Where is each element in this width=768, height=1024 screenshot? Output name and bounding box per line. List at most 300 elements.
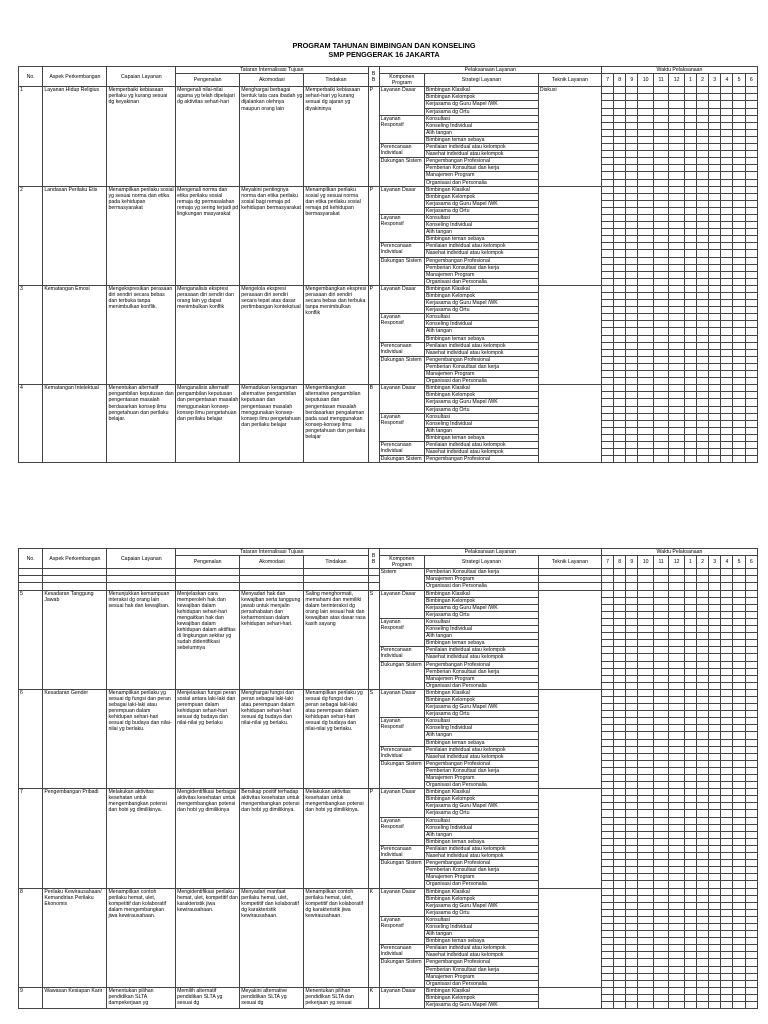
schedule-cell bbox=[684, 668, 696, 675]
schedule-cell bbox=[684, 427, 696, 434]
strategi-cell: Bimbingan Klasikal bbox=[424, 987, 538, 994]
aspek-cell: Pengembangan Pribadi bbox=[43, 789, 107, 888]
pengenalan-cell: Menjelaskan cara memperoleh hak dan kewajiban dalam kehidupan sehari-hari mengaitkan hak dan kewajiban dalam kehidupan dalam aktifitas di lingkungan sekitar yg sudah didentifikasi sebelumnya bbox=[176, 590, 240, 689]
schedule-cell bbox=[697, 838, 709, 845]
schedule-cell bbox=[614, 101, 626, 108]
schedule-cell bbox=[638, 810, 653, 817]
strategi-cell: Nasehat individual atau kelompok bbox=[424, 753, 538, 760]
schedule-cell bbox=[601, 647, 613, 654]
schedule-cell bbox=[626, 952, 638, 959]
schedule-cell bbox=[669, 746, 684, 753]
schedule-cell bbox=[601, 207, 613, 214]
header-row-top bbox=[19, 67, 758, 74]
schedule-cell bbox=[653, 704, 668, 711]
schedule-cell bbox=[653, 902, 668, 909]
schedule-cell bbox=[697, 229, 709, 236]
schedule-cell bbox=[638, 909, 653, 916]
schedule-cell bbox=[684, 626, 696, 633]
schedule-cell bbox=[626, 987, 638, 994]
schedule-cell bbox=[638, 945, 653, 952]
schedule-cell bbox=[653, 739, 668, 746]
schedule-cell bbox=[638, 626, 653, 633]
schedule-cell bbox=[684, 931, 696, 938]
komponen-cell: Layanan Dasar bbox=[379, 87, 424, 115]
teknik-cell bbox=[538, 987, 601, 1008]
schedule-cell bbox=[709, 449, 721, 456]
col-strategi-header: Strategi Layanan bbox=[424, 74, 538, 87]
schedule-cell bbox=[626, 392, 638, 399]
schedule-cell bbox=[601, 909, 613, 916]
schedule-cell bbox=[626, 817, 638, 824]
komponen-cell: Perencanaan Individual bbox=[379, 647, 424, 661]
schedule-cell bbox=[709, 420, 721, 427]
pengenalan-cell: Menganalisis alternatif pengambilan keputusan dan pengentasan masalah menggunakan konsep-konsep ilmu pengetahuan dan perilaku belajar bbox=[176, 385, 240, 463]
schedule-cell bbox=[614, 753, 626, 760]
schedule-cell bbox=[626, 441, 638, 448]
schedule-cell bbox=[721, 136, 733, 143]
schedule-cell bbox=[614, 853, 626, 860]
strategi-cell: Manajemen Program bbox=[424, 271, 538, 278]
schedule-cell bbox=[745, 718, 757, 725]
schedule-cell bbox=[614, 604, 626, 611]
schedule-cell bbox=[614, 945, 626, 952]
schedule-cell bbox=[626, 682, 638, 689]
month-header: 2 bbox=[697, 556, 709, 569]
schedule-cell bbox=[684, 640, 696, 647]
schedule-cell bbox=[614, 363, 626, 370]
schedule-cell bbox=[669, 243, 684, 250]
schedule-cell bbox=[709, 675, 721, 682]
schedule-cell bbox=[709, 803, 721, 810]
schedule-cell bbox=[626, 760, 638, 767]
schedule-cell bbox=[745, 874, 757, 881]
schedule-cell bbox=[601, 186, 613, 193]
schedule-cell bbox=[697, 704, 709, 711]
schedule-cell bbox=[709, 300, 721, 307]
schedule-cell bbox=[669, 838, 684, 845]
schedule-cell bbox=[733, 760, 745, 767]
schedule-cell bbox=[697, 938, 709, 945]
schedule-cell bbox=[745, 441, 757, 448]
schedule-cell bbox=[669, 994, 684, 1001]
schedule-cell bbox=[626, 378, 638, 385]
schedule-cell bbox=[709, 392, 721, 399]
bb-cell: K bbox=[368, 987, 379, 1008]
schedule-cell bbox=[638, 696, 653, 703]
schedule-cell bbox=[745, 200, 757, 207]
schedule-cell bbox=[709, 640, 721, 647]
schedule-cell bbox=[697, 782, 709, 789]
schedule-cell bbox=[684, 264, 696, 271]
schedule-cell bbox=[653, 675, 668, 682]
schedule-cell bbox=[733, 257, 745, 264]
schedule-cell bbox=[697, 675, 709, 682]
schedule-cell bbox=[684, 214, 696, 221]
schedule-cell bbox=[626, 654, 638, 661]
schedule-cell bbox=[733, 1002, 745, 1009]
schedule-cell bbox=[733, 136, 745, 143]
schedule-cell bbox=[626, 151, 638, 158]
schedule-cell bbox=[745, 973, 757, 980]
komponen-cell: Dukungan Sistem bbox=[379, 860, 424, 888]
schedule-cell bbox=[638, 392, 653, 399]
schedule-cell bbox=[697, 626, 709, 633]
schedule-cell bbox=[614, 725, 626, 732]
schedule-cell bbox=[697, 945, 709, 952]
empty-cell bbox=[19, 583, 43, 590]
schedule-cell bbox=[653, 938, 668, 945]
schedule-cell bbox=[614, 696, 626, 703]
strategi-cell: Kerjasama dg Ortu bbox=[424, 207, 538, 214]
schedule-cell bbox=[709, 753, 721, 760]
empty-cell bbox=[19, 576, 43, 583]
schedule-cell bbox=[697, 434, 709, 441]
month-header: 7 bbox=[601, 556, 613, 569]
schedule-cell bbox=[733, 449, 745, 456]
aspek-cell: Landasan Perilaku Etis bbox=[43, 186, 107, 285]
akomodasi-cell: Menghargai fungsi dan peran sebagai laki-laki atau perempuan dalam kehidupan sehari-hari sesuai dg budaya dan nilai-nilai yg berlaku. bbox=[240, 689, 304, 788]
schedule-cell bbox=[601, 349, 613, 356]
schedule-cell bbox=[626, 860, 638, 867]
strategi-cell: Organisasi dan Personalia bbox=[424, 881, 538, 888]
schedule-cell bbox=[745, 633, 757, 640]
komponen-cell: Perencanaan Individual bbox=[379, 845, 424, 859]
schedule-cell bbox=[669, 569, 684, 576]
schedule-cell bbox=[733, 853, 745, 860]
teknik-cell bbox=[538, 590, 601, 689]
pengenalan-cell: Menjelaskan fungsi peran sosial antara laki-laki dan perempuan dalam kehidupan sehari-hari sesuai dg budaya dan nilai-nilai yg berlaku bbox=[176, 689, 240, 788]
schedule-cell bbox=[684, 675, 696, 682]
row-number: 4 bbox=[19, 385, 43, 463]
schedule-cell bbox=[626, 923, 638, 930]
schedule-cell bbox=[653, 640, 668, 647]
schedule-cell bbox=[669, 718, 684, 725]
schedule-cell bbox=[638, 243, 653, 250]
schedule-cell bbox=[669, 987, 684, 994]
schedule-cell bbox=[684, 278, 696, 285]
strategi-cell: Nasehat individual atau kelompok bbox=[424, 151, 538, 158]
schedule-cell bbox=[601, 824, 613, 831]
schedule-cell bbox=[709, 136, 721, 143]
schedule-cell bbox=[669, 696, 684, 703]
schedule-cell bbox=[709, 604, 721, 611]
schedule-cell bbox=[733, 314, 745, 321]
teknik-cell bbox=[538, 569, 601, 576]
schedule-cell bbox=[733, 569, 745, 576]
schedule-cell bbox=[669, 108, 684, 115]
bb-cell: K bbox=[368, 888, 379, 987]
capaian-cell: Melakukan aktivitas kesehatan untuk mengembangkan potensi dan hobi yg dimilikinya. bbox=[107, 789, 176, 888]
schedule-cell bbox=[669, 959, 684, 966]
pengenalan-cell: Mengidentifikasi berbagai aktivitas kesehatan untuk mengembangkan potensi dan hobi yg dimilikinya bbox=[176, 789, 240, 888]
schedule-cell bbox=[721, 611, 733, 618]
schedule-cell bbox=[669, 682, 684, 689]
strategi-cell: Penilaian individual atau kelompok bbox=[424, 243, 538, 250]
akomodasi-cell: Memadukan keragaman alternative pengambilan keputusan dan pengentasan masalah menggunakan konsep-konsep ilmu pengetahuan dan perilaku belajar bbox=[240, 385, 304, 463]
schedule-cell bbox=[697, 909, 709, 916]
schedule-cell bbox=[721, 179, 733, 186]
schedule-cell bbox=[745, 803, 757, 810]
schedule-cell bbox=[745, 923, 757, 930]
schedule-cell bbox=[601, 916, 613, 923]
schedule-cell bbox=[653, 597, 668, 604]
schedule-cell bbox=[601, 236, 613, 243]
schedule-cell bbox=[697, 980, 709, 987]
schedule-cell bbox=[733, 604, 745, 611]
schedule-cell bbox=[626, 938, 638, 945]
schedule-cell bbox=[638, 264, 653, 271]
schedule-cell bbox=[614, 300, 626, 307]
schedule-cell bbox=[745, 243, 757, 250]
schedule-cell bbox=[614, 966, 626, 973]
schedule-cell bbox=[653, 796, 668, 803]
schedule-cell bbox=[684, 293, 696, 300]
schedule-cell bbox=[697, 711, 709, 718]
schedule-cell bbox=[745, 987, 757, 994]
schedule-cell bbox=[684, 193, 696, 200]
schedule-cell bbox=[626, 994, 638, 1001]
schedule-cell bbox=[601, 682, 613, 689]
schedule-cell bbox=[684, 250, 696, 257]
strategi-cell: Nasehat individual atau kelompok bbox=[424, 952, 538, 959]
strategi-cell: Konsultasi bbox=[424, 413, 538, 420]
month-header: 1 bbox=[684, 556, 696, 569]
schedule-cell bbox=[745, 838, 757, 845]
schedule-cell bbox=[653, 271, 668, 278]
schedule-cell bbox=[684, 420, 696, 427]
empty-cell bbox=[176, 576, 240, 583]
schedule-cell bbox=[669, 938, 684, 945]
schedule-cell bbox=[684, 966, 696, 973]
schedule-cell bbox=[745, 945, 757, 952]
schedule-cell bbox=[653, 392, 668, 399]
schedule-cell bbox=[638, 938, 653, 945]
row-number: 1 bbox=[19, 87, 43, 186]
schedule-cell bbox=[684, 378, 696, 385]
schedule-cell bbox=[733, 378, 745, 385]
capaian-cell: Menampilkan contoh perilaku hemat, ulet, kompetitif dan kolaboratif dalam mengembangkan jiwa kewirausahaan. bbox=[107, 888, 176, 987]
schedule-cell bbox=[721, 746, 733, 753]
schedule-cell bbox=[653, 682, 668, 689]
schedule-cell bbox=[721, 186, 733, 193]
schedule-cell bbox=[709, 434, 721, 441]
schedule-cell bbox=[626, 704, 638, 711]
schedule-cell bbox=[721, 583, 733, 590]
schedule-cell bbox=[601, 356, 613, 363]
schedule-cell bbox=[721, 427, 733, 434]
schedule-cell bbox=[697, 682, 709, 689]
schedule-cell bbox=[684, 144, 696, 151]
schedule-cell bbox=[626, 356, 638, 363]
schedule-cell bbox=[614, 916, 626, 923]
schedule-cell bbox=[638, 611, 653, 618]
schedule-cell bbox=[653, 222, 668, 229]
schedule-cell bbox=[709, 250, 721, 257]
schedule-cell bbox=[709, 718, 721, 725]
col-pelaksanaan-header: Pelaksanaan Layanan bbox=[379, 549, 601, 556]
strategi-cell: Konseling Individual bbox=[424, 122, 538, 129]
schedule-cell bbox=[721, 994, 733, 1001]
strategi-cell: Penilaian individual atau kelompok bbox=[424, 945, 538, 952]
schedule-cell bbox=[653, 916, 668, 923]
schedule-cell bbox=[721, 158, 733, 165]
schedule-cell bbox=[614, 902, 626, 909]
schedule-cell bbox=[601, 576, 613, 583]
schedule-cell bbox=[669, 590, 684, 597]
komponen-cell: Layanan Dasar bbox=[379, 987, 424, 1008]
schedule-cell bbox=[669, 129, 684, 136]
schedule-cell bbox=[614, 413, 626, 420]
bb-cell: S bbox=[368, 689, 379, 788]
schedule-cell bbox=[669, 441, 684, 448]
schedule-cell bbox=[669, 888, 684, 895]
schedule-cell bbox=[745, 881, 757, 888]
schedule-cell bbox=[653, 349, 668, 356]
strategi-cell: Bimbingan Kelompok bbox=[424, 796, 538, 803]
empty-cell bbox=[43, 583, 107, 590]
schedule-cell bbox=[733, 696, 745, 703]
schedule-cell bbox=[614, 888, 626, 895]
schedule-cell bbox=[721, 711, 733, 718]
schedule-cell bbox=[638, 973, 653, 980]
strategi-cell: Kerjasama dg Guru Mapel /WK bbox=[424, 803, 538, 810]
schedule-cell bbox=[626, 895, 638, 902]
strategi-cell: Manajemen Program bbox=[424, 973, 538, 980]
schedule-cell bbox=[733, 994, 745, 1001]
schedule-cell bbox=[638, 214, 653, 221]
schedule-cell bbox=[601, 385, 613, 392]
schedule-cell bbox=[669, 796, 684, 803]
schedule-cell bbox=[638, 739, 653, 746]
strategi-cell: Pengembangan Profesional bbox=[424, 661, 538, 668]
pengenalan-cell: Mengidentifikasi perilaku hemat, ulet, kompetitif dan karakteristik jiwa kewirausahaan. bbox=[176, 888, 240, 987]
schedule-cell bbox=[697, 845, 709, 852]
schedule-cell bbox=[721, 725, 733, 732]
schedule-cell bbox=[669, 371, 684, 378]
bb-cell: B bbox=[368, 385, 379, 463]
schedule-cell bbox=[709, 668, 721, 675]
col-komponen-header: Komponen Program bbox=[379, 556, 424, 569]
schedule-cell bbox=[638, 569, 653, 576]
schedule-cell bbox=[709, 661, 721, 668]
row-number: 8 bbox=[19, 888, 43, 987]
empty-cell bbox=[43, 569, 107, 576]
schedule-cell bbox=[697, 456, 709, 463]
col-bb-header: B B bbox=[368, 549, 379, 569]
schedule-cell bbox=[733, 633, 745, 640]
schedule-cell bbox=[733, 618, 745, 625]
strategi-cell: Konseling Individual bbox=[424, 824, 538, 831]
schedule-cell bbox=[626, 122, 638, 129]
schedule-cell bbox=[669, 881, 684, 888]
col-capaian-header: Capaian Layanan bbox=[107, 549, 176, 569]
col-akomodasi-header: Akomodasi bbox=[240, 556, 304, 569]
schedule-cell bbox=[697, 300, 709, 307]
aspek-cell: Perilaku Kewirausahaan/ Kemandirian Perilaku Ekonomis bbox=[43, 888, 107, 987]
schedule-cell bbox=[601, 789, 613, 796]
schedule-cell bbox=[745, 108, 757, 115]
schedule-cell bbox=[684, 888, 696, 895]
schedule-cell bbox=[638, 597, 653, 604]
empty-cell bbox=[176, 569, 240, 576]
schedule-cell bbox=[721, 696, 733, 703]
strategi-cell: Organisasi dan Personalia bbox=[424, 583, 538, 590]
schedule-cell bbox=[745, 810, 757, 817]
schedule-cell bbox=[709, 229, 721, 236]
schedule-cell bbox=[733, 860, 745, 867]
schedule-cell bbox=[653, 810, 668, 817]
schedule-cell bbox=[626, 307, 638, 314]
schedule-cell bbox=[638, 853, 653, 860]
schedule-cell bbox=[684, 803, 696, 810]
schedule-cell bbox=[669, 1002, 684, 1009]
schedule-cell bbox=[697, 115, 709, 122]
schedule-cell bbox=[614, 782, 626, 789]
schedule-cell bbox=[638, 441, 653, 448]
schedule-cell bbox=[638, 966, 653, 973]
schedule-cell bbox=[709, 902, 721, 909]
schedule-cell bbox=[697, 1002, 709, 1009]
schedule-cell bbox=[733, 789, 745, 796]
schedule-cell bbox=[721, 378, 733, 385]
schedule-cell bbox=[614, 456, 626, 463]
schedule-cell bbox=[601, 165, 613, 172]
schedule-cell bbox=[614, 647, 626, 654]
schedule-cell bbox=[614, 718, 626, 725]
schedule-cell bbox=[684, 817, 696, 824]
strategi-cell: Bimbingan Kelompok bbox=[424, 293, 538, 300]
schedule-cell bbox=[653, 824, 668, 831]
schedule-cell bbox=[684, 739, 696, 746]
schedule-cell bbox=[601, 420, 613, 427]
schedule-cell bbox=[626, 931, 638, 938]
schedule-cell bbox=[721, 590, 733, 597]
schedule-cell bbox=[684, 633, 696, 640]
schedule-cell bbox=[721, 938, 733, 945]
schedule-cell bbox=[684, 271, 696, 278]
schedule-cell bbox=[601, 371, 613, 378]
schedule-cell bbox=[601, 597, 613, 604]
pengenalan-cell: Mengenali nilai-nilai agama yg telah dipelajari dg aktivitas sehari-hari bbox=[176, 87, 240, 186]
month-header: 4 bbox=[721, 556, 733, 569]
schedule-cell bbox=[653, 186, 668, 193]
schedule-cell bbox=[684, 122, 696, 129]
schedule-cell bbox=[614, 980, 626, 987]
schedule-cell bbox=[653, 853, 668, 860]
capaian-cell: Memperbaiki kebiasaan perilaku yg kurang sesuai dg keyakinan bbox=[107, 87, 176, 186]
schedule-cell bbox=[614, 236, 626, 243]
schedule-cell bbox=[684, 449, 696, 456]
komponen-cell: Dukungan Sistem bbox=[379, 356, 424, 384]
schedule-cell bbox=[669, 661, 684, 668]
schedule-cell bbox=[721, 824, 733, 831]
strategi-cell: Manajemen Program bbox=[424, 172, 538, 179]
schedule-cell bbox=[709, 569, 721, 576]
schedule-cell bbox=[684, 363, 696, 370]
schedule-cell bbox=[733, 200, 745, 207]
schedule-cell bbox=[733, 661, 745, 668]
schedule-cell bbox=[601, 739, 613, 746]
schedule-cell bbox=[601, 810, 613, 817]
schedule-cell bbox=[721, 867, 733, 874]
schedule-cell bbox=[626, 959, 638, 966]
schedule-cell bbox=[626, 293, 638, 300]
schedule-cell bbox=[669, 803, 684, 810]
strategi-cell: Kerjasama dg Guru Mapel /WK bbox=[424, 902, 538, 909]
schedule-cell bbox=[669, 675, 684, 682]
schedule-cell bbox=[614, 626, 626, 633]
schedule-cell bbox=[653, 980, 668, 987]
